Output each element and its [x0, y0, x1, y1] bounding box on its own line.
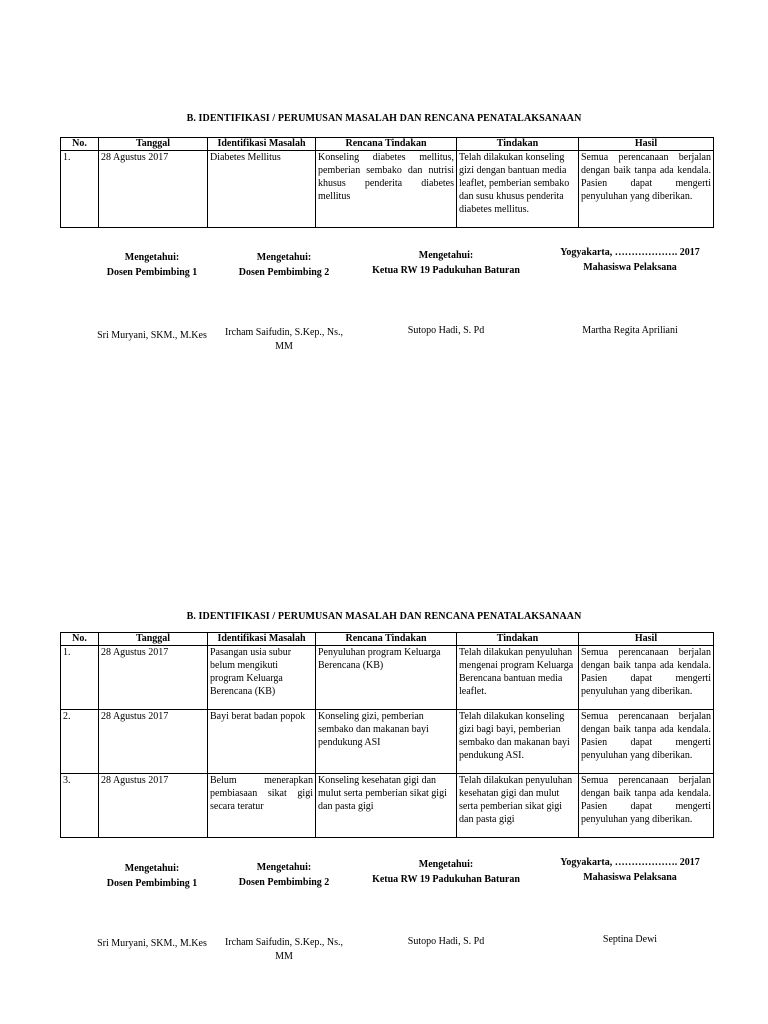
table-header-row — [61, 633, 714, 646]
cell-hasil: Semua perencanaan berjalan dengan baik tanpa ada kendala. Pasien dapat mengerti penyuluhan yang diberikan. — [579, 774, 714, 838]
cell-tindakan: Telah dilakukan penyuluhan kesehatan gigi dan mulut serta pemberian sikat gigi dan pasta gigi — [457, 774, 579, 838]
header-no: No. — [61, 138, 99, 151]
signature-block-1 — [82, 861, 222, 891]
signature-block-4 — [545, 855, 715, 885]
sig-label: Mengetahui: — [418, 859, 474, 870]
section-2-table — [60, 632, 714, 838]
cell-no: 2. — [61, 710, 99, 774]
header-tanggal: Tanggal — [99, 633, 208, 646]
header-rencana: Rencana Tindakan — [316, 633, 457, 646]
signatory-name-3: Sutopo Hadi, S. Pd — [407, 325, 485, 336]
section-2-title: B. IDENTIFIKASI / PERUMUSAN MASALAH DAN RENCANA PENATALAKSANAAN — [186, 611, 582, 622]
header-hasil: Hasil — [579, 138, 714, 151]
cell-tanggal: 28 Agustus 2017 — [99, 710, 208, 774]
cell-rencana: Konseling diabetes mellitus, pemberian sembako dan nutrisi khusus penderita diabetes mellitus — [316, 151, 457, 228]
cell-no: 3. — [61, 774, 99, 838]
signatory-name-1: Sri Muryani, SKM., M.Kes — [97, 938, 207, 949]
table-row — [61, 646, 714, 710]
header-hasil: Hasil — [579, 633, 714, 646]
sig-role: Mahasiswa Pelaksana — [583, 872, 677, 883]
cell-no: 1. — [61, 646, 99, 710]
cell-tanggal: 28 Agustus 2017 — [99, 151, 208, 228]
signature-block-2 — [214, 860, 354, 890]
sig-role: Ketua RW 19 Padukuhan Baturan — [372, 265, 520, 276]
cell-rencana: Konseling gizi, pemberian sembako dan makanan bayi pendukung ASI — [316, 710, 457, 774]
signatory-name-3: Sutopo Hadi, S. Pd — [407, 936, 485, 947]
signature-block-4 — [545, 245, 715, 275]
header-tindakan: Tindakan — [457, 138, 579, 151]
sig-label: Mengetahui: — [124, 252, 180, 263]
sig-role: Dosen Pembimbing 1 — [106, 267, 198, 278]
header-masalah: Identifikasi Masalah — [208, 633, 316, 646]
signatory-name-1: Sri Muryani, SKM., M.Kes — [97, 330, 207, 341]
cell-hasil: Semua perencanaan berjalan dengan baik tanpa ada kendala. Pasien dapat mengerti penyuluhan yang diberikan. — [579, 710, 714, 774]
cell-tanggal: 28 Agustus 2017 — [99, 646, 208, 710]
cell-masalah: Pasangan usia subur belum mengikuti program Keluarga Berencana (KB) — [208, 646, 316, 710]
signatory-name-4: Septina Dewi — [602, 934, 658, 945]
sig-role: Mahasiswa Pelaksana — [583, 262, 677, 273]
signature-block-1 — [82, 250, 222, 280]
header-tindakan: Tindakan — [457, 633, 579, 646]
cell-no: 1. — [61, 151, 99, 228]
cell-masalah: Bayi berat badan popok — [208, 710, 316, 774]
signatory-name-2: Ircham Saifudin, S.Kep., Ns., MM — [224, 937, 344, 962]
header-masalah: Identifikasi Masalah — [208, 138, 316, 151]
cell-hasil: Semua perencanaan berjalan dengan baik tanpa ada kendala. Pasien dapat mengerti penyuluhan yang diberikan. — [579, 151, 714, 228]
sig-place-date: Yogyakarta, ………………. 2017 — [560, 247, 700, 258]
signature-block-3 — [356, 857, 536, 887]
signatory-name-4: Martha Regita Apriliani — [582, 325, 678, 336]
signature-block-2 — [214, 250, 354, 280]
sig-label: Mengetahui: — [256, 252, 312, 263]
table-row — [61, 710, 714, 774]
table-row — [61, 774, 714, 838]
cell-hasil: Semua perencanaan berjalan dengan baik tanpa ada kendala. Pasien dapat mengerti penyuluhan yang diberikan. — [579, 646, 714, 710]
cell-tanggal: 28 Agustus 2017 — [99, 774, 208, 838]
section-1-title: B. IDENTIFIKASI / PERUMUSAN MASALAH DAN RENCANA PENATALAKSANAAN — [186, 113, 582, 124]
cell-masalah: Diabetes Mellitus — [208, 151, 316, 228]
signature-block-3 — [356, 248, 536, 278]
cell-tindakan: Telah dilakukan penyuluhan mengenai program Keluarga Berencana bantuan media leaflet. — [457, 646, 579, 710]
table-row — [61, 151, 714, 228]
table-header-row — [61, 138, 714, 151]
sig-place-date: Yogyakarta, ………………. 2017 — [560, 857, 700, 868]
sig-label: Mengetahui: — [256, 862, 312, 873]
sig-role: Ketua RW 19 Padukuhan Baturan — [372, 874, 520, 885]
signatory-name-2: Ircham Saifudin, S.Kep., Ns., MM — [224, 327, 344, 352]
cell-tindakan: Telah dilakukan konseling gizi bagi bayi, pemberian sembako dan makanan bayi pendukung ASI. — [457, 710, 579, 774]
sig-label: Mengetahui: — [418, 250, 474, 261]
header-tanggal: Tanggal — [99, 138, 208, 151]
cell-masalah: Belum menerapkan pembiasaan sikat gigi secara teratur — [208, 774, 316, 838]
sig-role: Dosen Pembimbing 2 — [238, 267, 330, 278]
cell-rencana: Konseling kesehatan gigi dan mulut serta pemberian sikat gigi dan pasta gigi — [316, 774, 457, 838]
section-1-table — [60, 137, 714, 228]
sig-label: Mengetahui: — [124, 863, 180, 874]
header-no: No. — [61, 633, 99, 646]
sig-role: Dosen Pembimbing 1 — [106, 878, 198, 889]
sig-role: Dosen Pembimbing 2 — [238, 877, 330, 888]
cell-rencana: Penyuluhan program Keluarga Berencana (KB) — [316, 646, 457, 710]
cell-tindakan: Telah dilakukan konseling gizi dengan bantuan media leaflet, pemberian sembako dan susu khusus penderita diabetes mellitus. — [457, 151, 579, 228]
header-rencana: Rencana Tindakan — [316, 138, 457, 151]
